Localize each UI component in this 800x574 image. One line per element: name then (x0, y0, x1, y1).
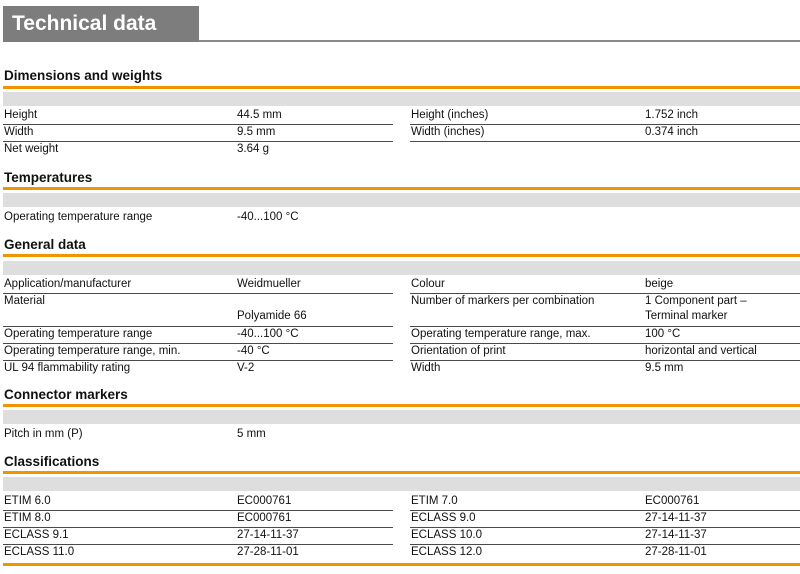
table-row (410, 510, 800, 528)
row-label: Height (inches) (411, 109, 489, 121)
table-row (3, 426, 393, 443)
row-label: Pitch in mm (P) (4, 428, 83, 440)
row-value: -40...100 °C (237, 328, 299, 340)
section-title: Dimensions and weights (4, 68, 163, 83)
row-label: Material (4, 295, 45, 307)
table-row (410, 107, 800, 125)
table-row (3, 343, 393, 361)
row-value: 0.374 inch (645, 126, 699, 138)
table-row (3, 527, 393, 545)
row-value: 9.5 mm (237, 126, 276, 138)
table-row (3, 107, 393, 125)
row-label: Orientation of print (411, 345, 506, 357)
row-value: -40 °C (237, 345, 270, 357)
row-label: Colour (411, 278, 445, 290)
section-dimensions (0, 68, 800, 160)
row-label: ETIM 6.0 (4, 495, 51, 507)
row-value: EC000761 (237, 512, 292, 524)
row-label: Operating temperature range, max. (411, 328, 591, 340)
table-row (3, 293, 393, 327)
row-label: ECLASS 10.0 (411, 529, 482, 541)
row-label: UL 94 flammability rating (4, 362, 131, 374)
table-row (410, 360, 800, 377)
table-row (410, 493, 800, 511)
section-title: Classifications (4, 454, 100, 469)
row-label: Width (411, 362, 441, 374)
section-temperatures (0, 170, 800, 230)
table-row (3, 276, 393, 294)
row-value: EC000761 (237, 495, 292, 507)
row-label: ETIM 8.0 (4, 512, 51, 524)
table-row (3, 510, 393, 528)
table-row (3, 493, 393, 511)
row-value: 27-28-11-01 (237, 546, 299, 558)
table-row (3, 141, 393, 158)
row-value: Weidmueller (237, 278, 301, 290)
section-rule (3, 86, 800, 89)
section-title: Temperatures (4, 170, 93, 185)
row-value: 27-28-11-01 (645, 546, 707, 558)
row-value: 100 °C (645, 328, 681, 340)
row-value: 27-14-11-37 (645, 529, 707, 541)
table-row (410, 527, 800, 545)
row-value: Polyamide 66 (237, 310, 307, 322)
section-band (3, 261, 800, 275)
section-title: General data (4, 237, 86, 252)
section-band (3, 92, 800, 106)
table-row (3, 360, 393, 377)
row-value: 44.5 mm (237, 109, 282, 121)
table-row (410, 124, 800, 142)
section-rule (3, 471, 800, 474)
table-row (3, 209, 393, 226)
row-label: Application/manufacturer (4, 278, 132, 290)
section-band (3, 477, 800, 491)
row-value-line2: Terminal marker (645, 310, 728, 322)
table-row (410, 276, 800, 294)
table-row (410, 293, 800, 327)
row-value: 9.5 mm (645, 362, 684, 374)
row-label: ETIM 7.0 (411, 495, 458, 507)
table-row (410, 326, 800, 344)
section-bottom-rule (3, 563, 800, 566)
table-row (3, 326, 393, 344)
table-row (3, 124, 393, 142)
row-value: EC000761 (645, 495, 700, 507)
section-rule (3, 254, 800, 257)
row-value: 5 mm (237, 428, 266, 440)
section-classifications (0, 454, 800, 572)
section-rule (3, 404, 800, 407)
section-band (3, 410, 800, 424)
row-value: 27-14-11-37 (645, 512, 707, 524)
section-general (0, 237, 800, 379)
row-label: Operating temperature range, min. (4, 345, 181, 357)
section-title: Connector markers (4, 387, 128, 402)
row-value: beige (645, 278, 674, 290)
row-label: Width (4, 126, 34, 138)
row-label: Operating temperature range (4, 328, 153, 340)
row-label: ECLASS 11.0 (4, 546, 75, 558)
row-value: 3.64 g (237, 143, 269, 155)
table-row (410, 544, 800, 561)
header-rule (199, 40, 800, 42)
row-value: -40...100 °C (237, 211, 299, 223)
row-value: 27-14-11-37 (237, 529, 299, 541)
section-rule (3, 187, 800, 190)
row-label: Net weight (4, 143, 59, 155)
page-header (0, 0, 800, 44)
row-label: ECLASS 12.0 (411, 546, 482, 558)
page-title: Technical data (3, 6, 199, 42)
table-row (410, 343, 800, 361)
row-label: Operating temperature range (4, 211, 153, 223)
row-label: Height (4, 109, 38, 121)
row-label: ECLASS 9.1 (4, 529, 69, 541)
table-row (3, 544, 393, 561)
section-band (3, 193, 800, 207)
row-label: Number of markers per combination (411, 295, 595, 307)
section-connector (0, 387, 800, 447)
row-value-line1: 1 Component part – (645, 295, 747, 307)
row-label: ECLASS 9.0 (411, 512, 476, 524)
row-value: 1.752 inch (645, 109, 699, 121)
row-value: horizontal and vertical (645, 345, 757, 357)
row-label: Width (inches) (411, 126, 485, 138)
row-value: V-2 (237, 362, 255, 374)
